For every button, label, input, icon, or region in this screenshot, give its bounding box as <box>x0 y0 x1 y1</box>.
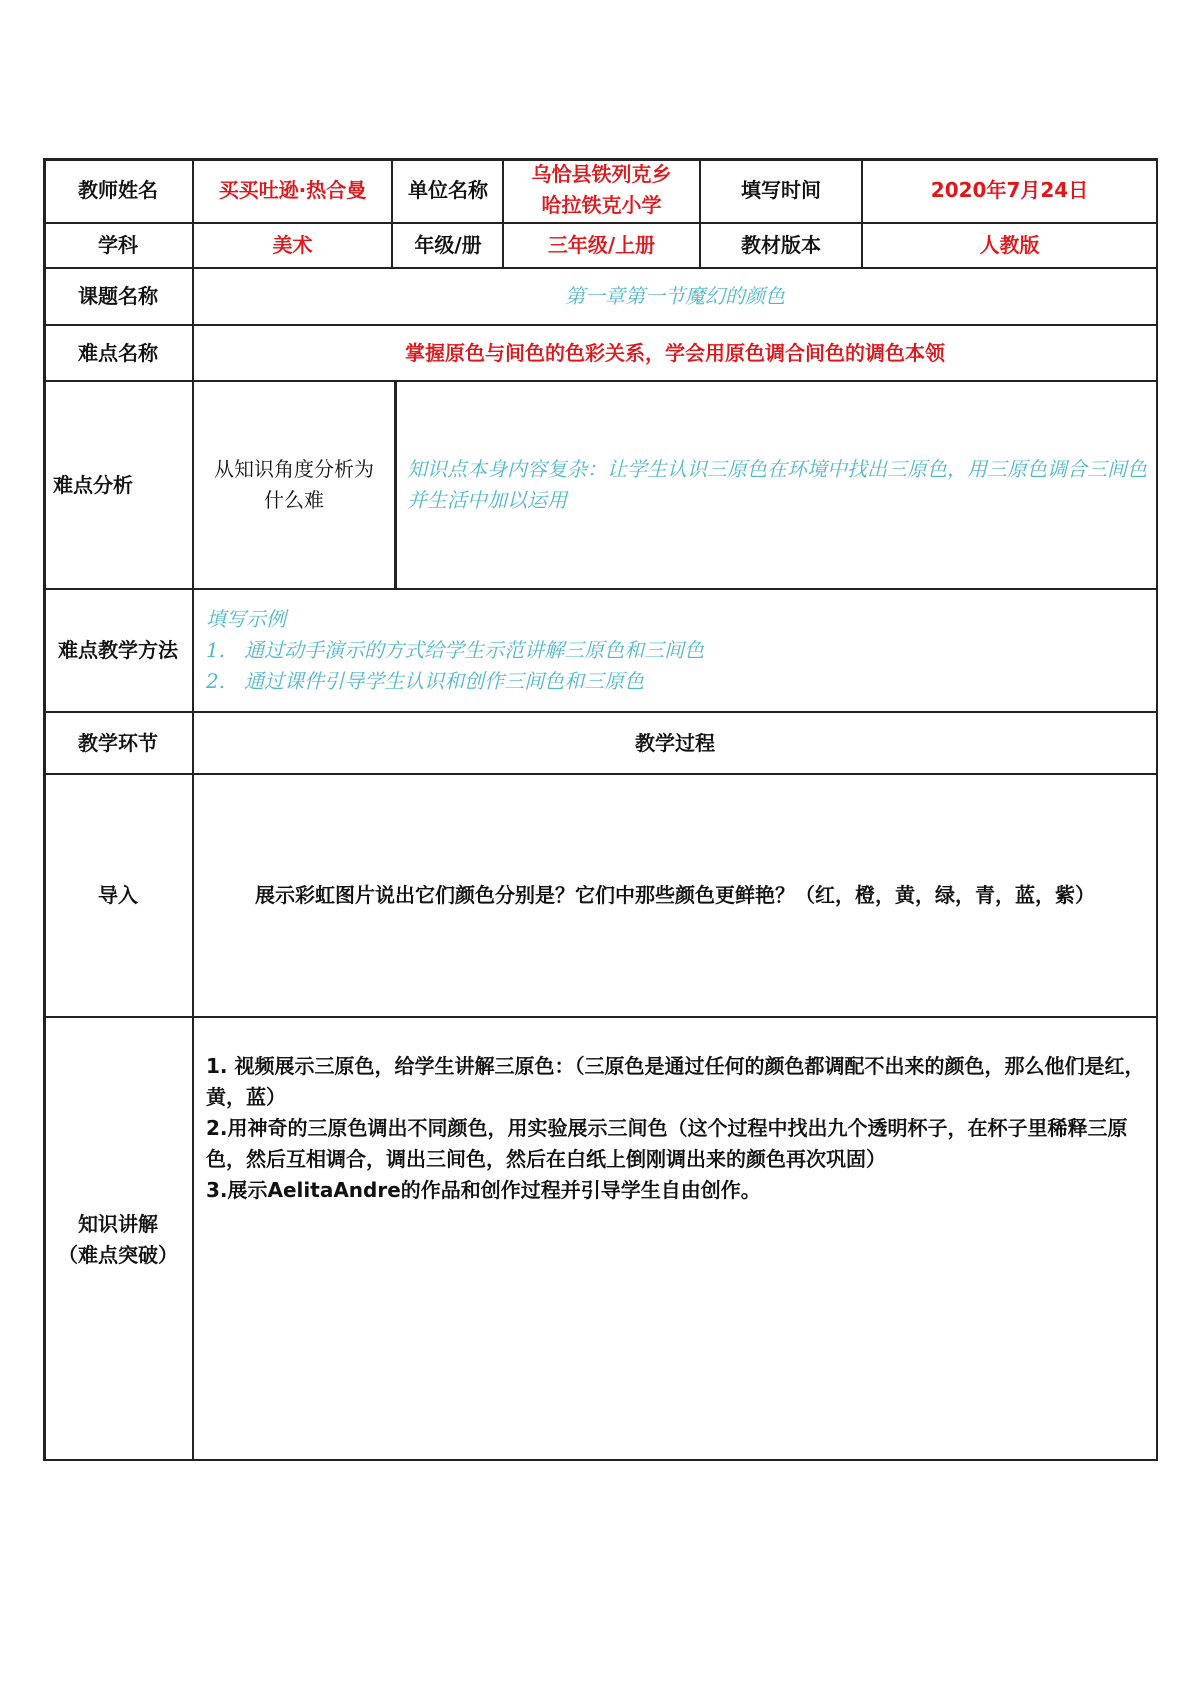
date-label: 填写时间 <box>741 177 821 202</box>
analysis-value: 知识点本身内容复杂：让学生认识三原色在环境中找出三原色，用三原色调合三间色并生活中加以运用 <box>407 457 1147 512</box>
method-item-1: 1. 通过动手演示的方式给学生示范讲解三原色和三间色 <box>206 638 705 662</box>
process-header-row <box>43 713 1158 775</box>
method-content <box>194 590 1156 711</box>
intro-label: 导入 <box>98 883 138 907</box>
edition-label: 教材版本 <box>741 233 821 257</box>
unit-label: 单位名称 <box>408 177 488 202</box>
header-row-2 <box>43 224 1158 269</box>
subject-label: 学科 <box>98 233 138 257</box>
difficulty-label: 难点名称 <box>78 340 158 365</box>
knowledge-label <box>43 1018 193 1461</box>
method-title: 填写示例 <box>206 607 286 631</box>
process-stage-label: 教学环节 <box>78 730 158 755</box>
analysis-label: 难点分析 <box>53 472 133 497</box>
grade-label: 年级/册 <box>414 233 482 257</box>
knowledge-item-2: 2.用神奇的三原色调出不同颜色，用实验展示三间色（这个过程中找出九个透明杯子，在杯子里稀释三原色，然后互相调合，调出三间色，然后在白纸上倒刚调出来的颜色再次巩固） <box>206 1116 1128 1171</box>
teacher-label: 教师姓名 <box>78 177 158 202</box>
method-row <box>43 590 1158 713</box>
teacher-name: 买买吐逊·热合曼 <box>218 177 367 202</box>
knowledge-item-1: 1. 视频展示三原色，给学生讲解三原色：（三原色是通过任何的颜色都调配不出来的颜色，那么他们是红，黄，蓝） <box>206 1054 1145 1109</box>
header-row-1 <box>43 158 1158 224</box>
topic-row <box>43 269 1158 326</box>
analysis-sub-label: 从知识角度分析为什么难 <box>214 457 374 512</box>
knowledge-label-line2: （难点突破） <box>58 1242 178 1267</box>
unit-name: 乌恰县铁列克乡哈拉铁克小学 <box>531 162 672 217</box>
difficulty-row <box>43 326 1158 382</box>
subject-value: 美术 <box>272 233 313 257</box>
intro-value: 展示彩虹图片说出它们颜色分别是？它们中那些颜色更鲜艳？（红，橙，黄，绿，青，蓝，紫） <box>255 883 1095 907</box>
method-item-2: 2. 通过课件引导学生认识和创作三间色和三原色 <box>206 669 645 693</box>
knowledge-label-line1: 知识讲解 <box>78 1211 158 1236</box>
knowledge-row <box>43 1018 1158 1461</box>
edition-value: 人教版 <box>979 233 1040 257</box>
fill-date: 2020年7月24日 <box>930 177 1089 202</box>
topic-label: 课题名称 <box>78 284 158 308</box>
process-label: 教学过程 <box>635 730 715 755</box>
knowledge-content <box>194 1018 1156 1461</box>
intro-row <box>43 775 1158 1018</box>
lesson-plan-table <box>43 158 1158 1461</box>
knowledge-item-3: 3.展示AelitaAndre的作品和创作过程并引导学生自由创作。 <box>206 1178 761 1202</box>
topic-value: 第一章第一节魔幻的颜色 <box>565 284 785 308</box>
method-label: 难点教学方法 <box>58 638 178 662</box>
grade-value: 三年级/上册 <box>547 233 656 257</box>
difficulty-value: 掌握原色与间色的色彩关系，学会用原色调合间色的调色本领 <box>405 340 945 365</box>
analysis-row <box>43 382 1158 590</box>
